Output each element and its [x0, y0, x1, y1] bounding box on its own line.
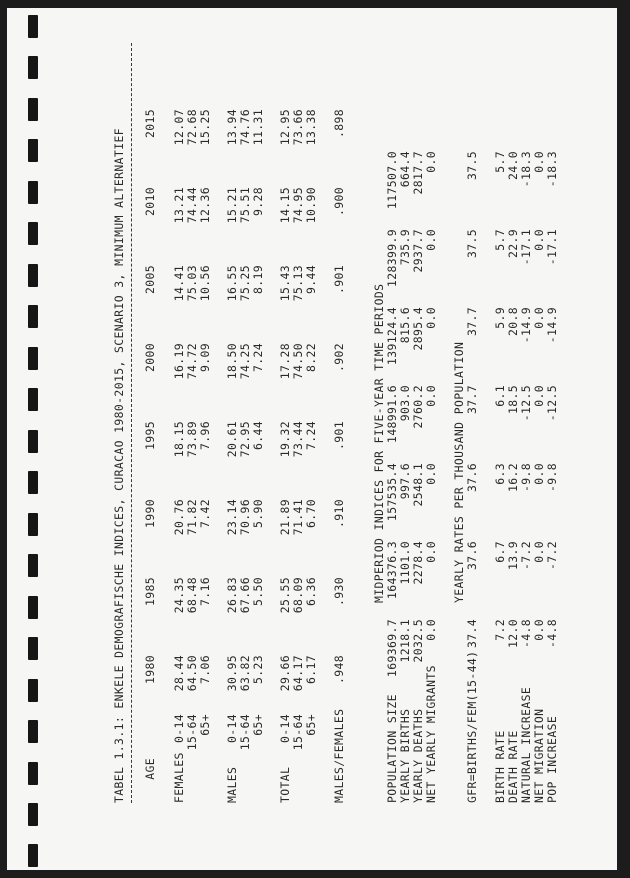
- binding-hole: [28, 181, 38, 204]
- year-header: 1980: [143, 655, 157, 685]
- binding-hole: [28, 471, 38, 494]
- table-row: YEARLY BIRTHS 1218.1 1101.0 997.6 903.0 815.6 735.9 664.4: [398, 151, 412, 803]
- table-row: MALES 0-14 30.95 26.83 23.14 20.61 18.50 16.55 15.21 13.94: [225, 109, 239, 803]
- rates-heading: YEARLY RATES PER THOUSAND POPULATION: [452, 341, 466, 603]
- binding-hole: [28, 803, 38, 826]
- table-row: 65+ 6.17 6.36 6.70 7.24 8.22 9.44 10.90 13.38: [304, 109, 318, 736]
- binding-hole: [28, 305, 38, 328]
- table-row: 15-64 64.50 68.48 71.82 73.89 74.72 75.03 74.44 72.68: [185, 109, 199, 751]
- table-row: POP INCREASE -4.8 -7.2 -9.8 -12.5 -14.9 -17.1 -18.3: [545, 151, 559, 803]
- header-row: [144, 33, 157, 803]
- binding-hole: [28, 679, 38, 702]
- binding-hole: [28, 554, 38, 577]
- binding-hole: [28, 388, 38, 411]
- year-header: 2000: [143, 343, 157, 373]
- table-row: 65+ 5.23 5.50 5.90 6.44 7.24 8.19 9.28 11.31: [251, 109, 265, 736]
- table-row: FEMALES 0-14 28.44 24.35 20.76 18.15 16.19 14.41 13.21 12.07: [172, 109, 186, 803]
- title-divider: [131, 43, 132, 803]
- binding-hole: [28, 347, 38, 370]
- table-row: POPULATION SIZE 169369.7 164376.3 157535.4 148991.6 139124.4 128399.9 117507.0: [385, 151, 399, 803]
- year-header: 2015: [143, 109, 157, 139]
- year-header: 2005: [143, 265, 157, 295]
- group-label: FEMALES: [172, 752, 186, 803]
- table-row: DEATH RATE 12.0 13.9 16.2 18.5 20.8 22.9 24.0: [506, 151, 520, 803]
- binding-hole: [28, 222, 38, 245]
- binding-hole: [28, 98, 38, 121]
- binding-hole: [28, 513, 38, 536]
- binding-hole: [28, 430, 38, 453]
- binding-hole: [28, 139, 38, 162]
- table-row: 15-64 64.17 68.09 71.41 73.44 74.50 75.13 74.95 73.66: [291, 109, 305, 751]
- table-row: YEARLY DEATHS 2032.5 2278.4 2548.1 2760.2 2895.4 2937.7 2817.7: [411, 151, 425, 803]
- binding-hole: [28, 637, 38, 660]
- table-row: NET YEARLY MIGRANTS 0.0 0.0 0.0 0.0 0.0 0.0 0.0: [424, 151, 438, 803]
- year-header: 2010: [143, 187, 157, 217]
- demographic-table: [113, 33, 597, 803]
- binding-hole: [28, 56, 38, 79]
- table-row: NET MIGRATION 0.0 0.0 0.0 0.0 0.0 0.0 0.0: [532, 151, 546, 803]
- year-header: 1995: [143, 421, 157, 451]
- age-header: AGE: [143, 758, 157, 780]
- sex-ratio-row: MALES/FEMALES .948 .930 .910 .901 .902 .901 .900 .898: [332, 109, 346, 803]
- table-row: BIRTH RATE 7.2 6.7 6.3 6.1 5.9 5.7 5.7: [493, 151, 507, 803]
- table-row: 15-64 63.82 67.66 70.96 72.95 74.25 75.25 75.51 74.76: [238, 109, 252, 751]
- binding-hole: [28, 844, 38, 867]
- binding-hole: [28, 15, 38, 38]
- binding-hole: [28, 264, 38, 287]
- midperiod-heading: MIDPERIOD INDICES FOR FIVE-YEAR TIME PERIODS: [372, 283, 386, 603]
- table-row: NATURAL INCREASE -4.8 -7.2 -9.8 -12.5 -14.9 -17.1 -18.3: [519, 151, 533, 803]
- binding-hole: [28, 596, 38, 619]
- year-header: 1990: [143, 499, 157, 529]
- group-label: TOTAL: [278, 766, 292, 803]
- binding-hole: [28, 762, 38, 785]
- year-header: 1985: [143, 577, 157, 607]
- table-title: TABEL 1.3.1: ENKELE DEMOGRAFISCHE INDICES, CURACAO 1980-2015, SCENARIO 3, MINIMUM ALTERNATIEF: [112, 128, 126, 803]
- table-row: 65+ 7.06 7.16 7.42 7.96 9.09 10.56 12.36 15.25: [198, 109, 212, 736]
- group-label: MALES: [225, 766, 239, 803]
- binding-hole: [28, 720, 38, 743]
- table-row: TOTAL 0-14 29.66 25.55 21.89 19.32 17.28 15.43 14.15 12.95: [278, 109, 292, 803]
- gfr-row: GFR=BIRTHS/FEM(15-44) 37.4 37.6 37.6 37.7 37.7 37.5 37.5: [465, 151, 479, 803]
- table-title-row: [113, 33, 126, 803]
